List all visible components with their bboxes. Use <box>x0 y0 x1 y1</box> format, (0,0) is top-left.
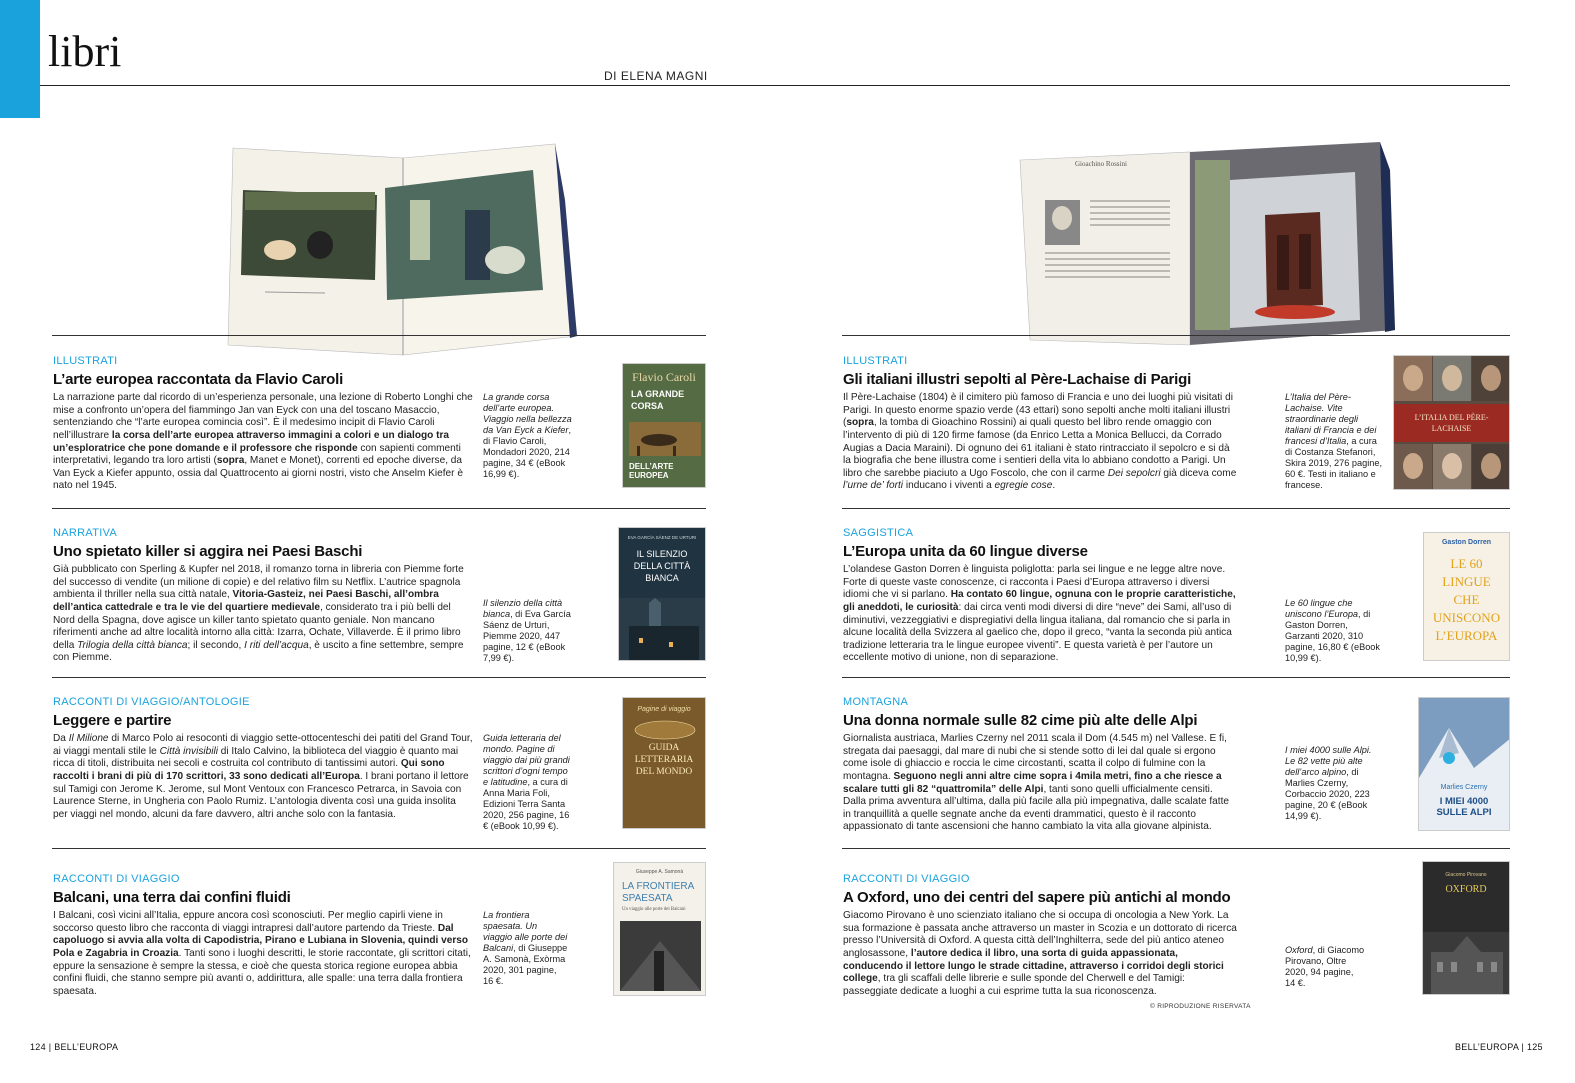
category-label: RACCONTI DI VIAGGIO/ANTOLOGIE <box>53 696 250 708</box>
headline: L’arte europea raccontata da Flavio Caroli <box>53 371 344 388</box>
book-cover-caroli <box>622 363 706 488</box>
book-caption: Il silenzio della città bianca, di Eva García Sáenz de Urturi, Piemme 2020, 447 pagine, 12 € (eBook 7,99 €). <box>483 598 571 663</box>
book-caption: Guida letteraria del mondo. Pagine di viaggio dai più grandi scrittori d’ogni tempo e latitudine, a cura di Anna Maria Foli, Edizioni Terra Santa 2020, 256 pagine, 16 € (eBook 10,99 €). <box>483 733 570 831</box>
category-label: RACCONTI DI VIAGGIO <box>843 873 970 885</box>
cover-author: Pagine di viaggio <box>637 706 691 713</box>
cover-illustration <box>619 598 706 661</box>
headline: L’Europa unita da 60 lingue diverse <box>843 543 1088 560</box>
cover-author: Flavio Caroli <box>632 370 696 384</box>
folio-right <box>1455 1042 1543 1052</box>
art-book-photo <box>225 140 580 365</box>
headline: Balcani, una terra dai confini fluidi <box>53 889 291 906</box>
book-cover-4000-alpi <box>1418 697 1510 831</box>
cover-title: LE 60 LINGUE CHE UNISCONO L’EUROPA <box>1432 556 1501 643</box>
headline: Uno spietato killer si aggira nei Paesi Baschi <box>53 543 363 560</box>
article-body: Giacomo Pirovano è uno scienziato italiano che si occupa di oncologia a New York. La sua formazione è passata anche attraverso un master in Scozia e un dottorato di ricerca presso l’Università di Oxford. A questa città dell’Inghilterra, sede del più antico ateneo anglosassone, l’autore dedica il libro, una sorta di guida appassionata, conducendo il lettore lungo le strade cittadine, attraverso i corridoi degli storici college, tra gli scaffali delle librerie e sulle sponde del Cherwell e del Tamigi: passeggiate dedicate a luoghi a cui esprime tutta la sua riconoscenza. <box>843 910 1237 997</box>
category-label: ILLUSTRATI <box>53 355 118 367</box>
book-caption: La frontiera spaesata. Un viaggio alle porte dei Balcani, di Giuseppe A. Samonà, Exòrma 2020, 301 pagine, 16 €. <box>483 910 568 986</box>
cover-title: GUIDA LETTERARIA DEL MONDO <box>634 743 694 777</box>
article-body: La narrazione parte dal ricordo di un’esperienza personale, una lezione di Roberto Longhi che mise a confronto un’opera del fiammingo Jan van Eyck con una del toscano Masaccio, sentenziando che “l’arte europea comincia così”. È il medesimo incipit di Flavio Caroli nell’illustrare la corsa dell’arte europea attraverso immagini a colori e un dialogo tra un’esploratrice che pone domande e il professore che risponde con sapienti commenti interpretativi, legando tra loro artisti (sopra, Manet e Monet), correnti ed epoche diverse, da Van Eyck a Kiefer appunto, ossia dal Quattrocento ai giorni nostri, visto che Anselm Kiefer è nato nel 1945. <box>53 392 473 492</box>
book-cover-pere-lachaise <box>1393 355 1510 490</box>
cover-title: IL SILENZIO DELLA CITTÀ BIANCA <box>633 549 691 583</box>
right-rule-1 <box>842 335 1510 336</box>
cover-title: I MIEI 4000 SULLE ALPI <box>1436 796 1492 818</box>
pere-lachaise-book-photo <box>1015 140 1400 355</box>
folio-left <box>30 1042 118 1052</box>
category-label: RACCONTI DI VIAGGIO <box>53 873 180 885</box>
cover-title: LA GRANDE CORSA <box>631 389 685 411</box>
header-rule <box>40 85 1510 86</box>
headline: Leggere e partire <box>53 712 172 729</box>
review-4000-alpi <box>843 696 1238 834</box>
book-cover-oxford <box>1422 861 1510 995</box>
cover-author: Gaston Dorren <box>1441 539 1491 546</box>
category-label: NARRATIVA <box>53 527 118 539</box>
article-body: Già pubblicato con Sperling & Kupfer nel 2018, il romanzo torna in libreria con Piemme forte del successo di vendite (un milione di copie) e del relativo film su Netflix. L’autrice spagnola ambienta il thriller nella sua città natale, Vitoria-Gasteiz, nei Paesi Baschi, all’ombra dell’antica cattedrale e tra le vie del quartiere medievale, considerato tra i più belli del Nord della Spagna, dove agisce un killer tanto spietato quanto geniale. Non mancano riferimenti anche ad altre località intorno alla città: Izarra, Ochate, Villaverde. È il primo libro della Trilogia della città bianca; il secondo, I riti dell’acqua, è uscito a fine settembre, sempre con Piemme. <box>53 564 464 664</box>
book-cover-citta-bianca <box>618 527 706 661</box>
book-caption: L’Italia del Père-Lachaise. Vite straordinarie degli italiani di Francia e dei francesi d’Italia, a cura di Costanza Stefanori, Skira 2019, 276 pagine, 60 €. Testi in italiano e francese. <box>1285 392 1383 490</box>
cover-author: Giuseppe A. Samonà <box>635 869 684 875</box>
cover-illustration <box>1423 932 1510 995</box>
cover-illustration <box>633 720 697 740</box>
cover-author: EVA GARCÍA SÁENZ DE URTURI <box>627 535 697 540</box>
svg-text:Gioachino Rossini: Gioachino Rossini <box>1075 160 1127 168</box>
cover-illustration <box>629 422 701 456</box>
left-rule-2 <box>52 508 706 509</box>
book-cover-60-lingue <box>1423 532 1510 661</box>
article-body: I Balcani, così vicini all’Italia, eppure ancora così sconosciuti. Per meglio capirli viene in soccorso questo libro che racconta di viaggi intrapresi dall’autore partendo da Trieste. Dal capoluogo si avvia alla volta di Capodistria, Pirano e Lubiana in Slovenia, quindi verso Pola e Zagabria in Croazia. Tanti sono i luoghi descritti, le storie raccontate, gli scrittori citati, eppure la sensazione è sempre la stessa, e cioè che questa storica regione europea abbia confini fluidi, che stanno sempre più avanti o, addirittura, alle spalle: una terra dalla frontiera spaesata. <box>53 910 471 997</box>
book-caption: I miei 4000 sulle Alpi. Le 82 vette più alte dell’arco alpino, di Marlies Czerny, Corbaccio 2020, 223 pagine, 20 € (eBook 14,99 €). <box>1285 745 1372 821</box>
review-guida-letteraria <box>53 696 473 821</box>
cover-subtitle: Un viaggio alle porte dei Balcani <box>622 907 686 912</box>
right-rule-3 <box>842 677 1510 678</box>
page-number: 124 <box>30 1042 46 1052</box>
cover-author: Marlies Czerny <box>1440 784 1488 791</box>
article-body: Il Père-Lachaise (1804) è il cimitero più famoso di Francia e uno dei luoghi più visitati di Parigi. In questo enorme spazio verde (43 ettari) sono sepolti anche molti italiani illustri (sopra, la tomba di Gioachino Rossini) ai quali questo bel libro rende omaggio con l’intervento di più di 120 firme famose (da Enrico Letta a Monica Bellucci, da Corrado Augias a Dacia Maraini). Di ognuno dei 61 italiani è stato rintracciato il sepolcro e si dà la biografia che bene illustra come i sentieri della vita lo abbiano condotto a Parigi. Un libro che sarebbe piaciuto a Ugo Foscolo, che con il carme Dei sepolcri già diceva come l’urne de’ forti inducano i viventi a egregie cose. <box>843 392 1237 492</box>
book-caption: Le 60 lingue che uniscono l’Europa, di Gaston Dorren, Garzanti 2020, 310 pagine, 16,80 € (eBook 10,99 €). <box>1285 598 1381 663</box>
review-frontiera-spaesata <box>53 873 473 998</box>
cover-title: LA FRONTIERA SPAESATA <box>622 881 694 904</box>
cover-title: L’ITALIA DEL PÈRE-LACHAISE <box>1414 413 1489 433</box>
section-color-tab <box>0 0 40 118</box>
review-oxford <box>843 873 1238 998</box>
byline: DI ELENA MAGNI <box>604 69 708 83</box>
cover-title: OXFORD <box>1445 884 1487 895</box>
book-cover-guida-letteraria <box>622 697 706 829</box>
magazine-name: BELL’EUROPA <box>1455 1042 1519 1052</box>
headline: Gli italiani illustri sepolti al Père-Lachaise di Parigi <box>843 371 1192 388</box>
article-body: Da Il Milione di Marco Polo ai resoconti di viaggio sette-ottocenteschi dei patiti del Grand Tour, ai viaggi mentali stile le Città invisibili di Italo Calvino, la biblioteca del viaggio è quanto mai ricca di titoli, distribuita nei secoli e costruita col contributo di tantissimi autori. Qui sono raccolti i brani di più di 170 scrittori, 33 sono dedicati all’Europa. I brani portano il lettore sul Tamigi con Jerome K. Jerome, sul Mont Ventoux con Francesco Petrarca, in Savoia con Laurence Sterne, in Ungheria con Paolo Rumiz. L’antologia diventa così una guida insolita per viaggi nel mondo, alcuni da fare davvero, altri anche solo con la fantasia. <box>53 733 473 820</box>
book-caption: La grande corsa dell’arte europea. Viaggio nella bellezza da Van Eyck a Kiefer, di Flavio Caroli, Mondadori 2020, 214 pagine, 34 € (eBook 16,99 €). <box>483 392 572 479</box>
folio-separator: | <box>1521 1042 1527 1052</box>
headline: A Oxford, uno dei centri del sapere più antichi al mondo <box>843 889 1231 906</box>
article-body: L’olandese Gaston Dorren è linguista poliglotta: parla sei lingue e ne legge altre nove. Forte di queste vaste conoscenze, ci racconta i Paesi d’Europa attraverso i diversi idiomi che vi si parlano. Ha contato 60 lingue, ognuna con le proprie caratteristiche, gli aneddoti, le curiosità: dai circa venti modi diversi di dire “neve” dei Sami, all’uso di diminutivi, vezzeggiativi e dispregiativi della lingua italiana, dal romancio che si parla in alcune località della Svizzera al gaelico che, dopo il greco, “vanta la seconda più antica tradizione letteraria tra le lingue europee viventi”. E questa varietà è per l’autore un eccellente motivo di unione, non di separazione. <box>843 564 1236 664</box>
review-citta-bianca <box>53 527 473 665</box>
left-rule-3 <box>52 677 706 678</box>
article-body: Giornalista austriaca, Marlies Czerny nel 2011 scala il Dom (4.545 m) nel Vallese. E fi, stregata dai paesaggi, dal mare di nubi che si stende sotto di lei dal quale si ergono come isole di ghiaccio e roccia le cime circostanti, scatta il colpo di fulmine con la montagna. Seguono negli anni altre cime sopra i 4mila metri, fino a che riesce a scalare tutti gli 82 “quattromila” delle Alpi, tanti sono quelli ufficialmente censiti. Dalla prima avventura all’ultima, dalla più facile alla più impegnativa, dalle scalate fatte in tranquillità a quelle segnate anche da eventi drammatici, questo è il racconto appassionato di tante ascensioni che hanno cambiato la vita alla giovane alpinista. <box>843 733 1230 833</box>
right-rule-4 <box>842 848 1510 849</box>
page-number: 125 <box>1526 1042 1543 1052</box>
review-caroli <box>53 355 473 493</box>
category-label: ILLUSTRATI <box>843 355 908 367</box>
category-label: SAGGISTICA <box>843 527 914 539</box>
right-rule-2 <box>842 508 1510 509</box>
copyright-notice: © RIPRODUZIONE RISERVATA <box>1150 1003 1251 1010</box>
magazine-name: BELL’EUROPA <box>54 1042 119 1052</box>
folio-separator: | <box>48 1042 55 1052</box>
review-60-lingue <box>843 527 1238 665</box>
headline: Una donna normale sulle 82 cime più alte delle Alpi <box>843 712 1198 729</box>
cover-author: Giacomo Pirovano <box>1445 872 1487 878</box>
cover-illustration <box>620 921 701 991</box>
section-title: libri <box>48 27 122 76</box>
cover-subtitle: DELL’ARTE EUROPEA <box>629 462 674 480</box>
left-rule-1 <box>52 335 706 336</box>
review-pere-lachaise <box>843 355 1238 493</box>
book-cover-frontiera <box>613 862 706 996</box>
left-rule-4 <box>52 848 706 849</box>
book-caption: Oxford, di Giacomo Pirovano, Oltre 2020, 94 pagine, 14 €. <box>1285 945 1365 988</box>
category-label: MONTAGNA <box>843 696 909 708</box>
